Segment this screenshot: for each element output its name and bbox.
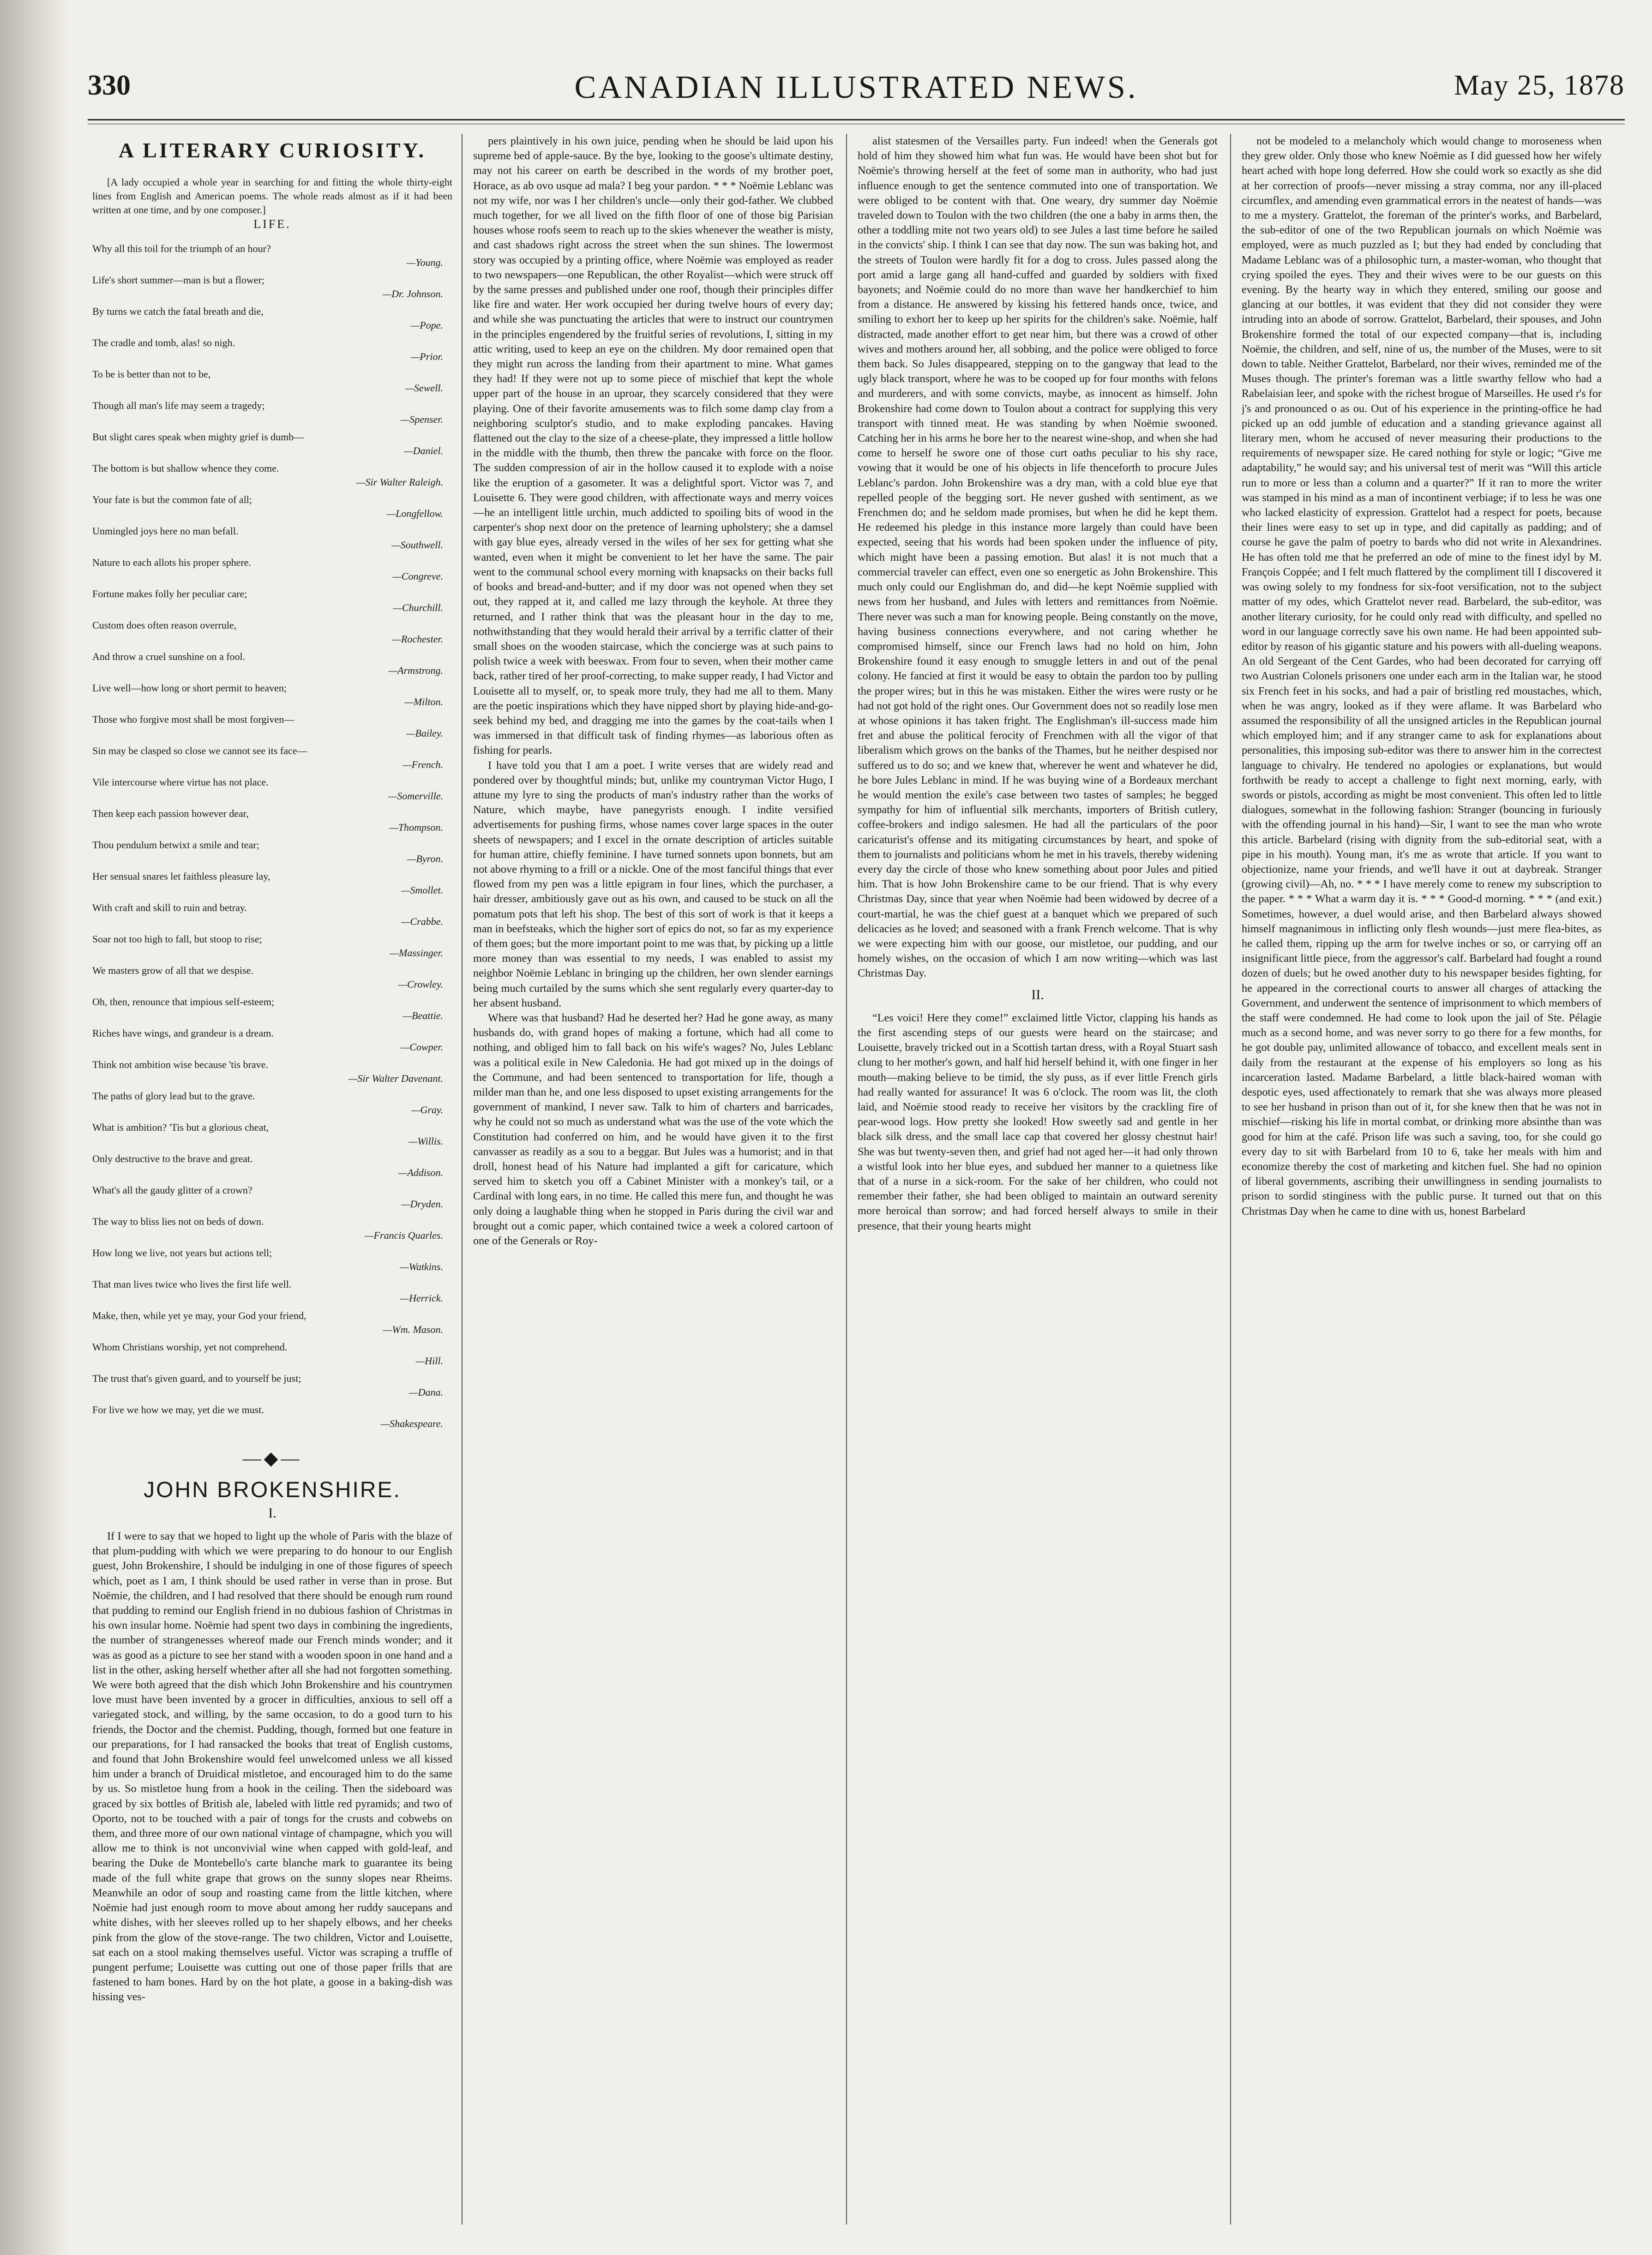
poem-author: —Sir Walter Davenant. bbox=[348, 1073, 443, 1085]
poem-author: —Congreve. bbox=[392, 570, 443, 582]
article-title-story: JOHN BROKENSHIRE. bbox=[144, 1477, 401, 1502]
poem-verse: The trust that's given guard, and to yourself be just; bbox=[92, 1373, 301, 1385]
poem-line bbox=[92, 932, 452, 960]
poem-verse: The cradle and tomb, alas! so nigh. bbox=[92, 337, 235, 349]
page-header bbox=[88, 69, 1625, 111]
poem-line bbox=[92, 838, 452, 866]
poem-author: —Smollet. bbox=[401, 884, 443, 896]
issue-date: May 25, 1878 bbox=[1454, 70, 1625, 101]
story-paragraph: Where was that husband? Had he deserted her? Had he gone away, as many husbands do, with grand hopes of making a fortune, which had all come to nothing, and obliged him to fall back on his wife's wages? No, Jules Leblanc was a political exile in New Caledonia. He had got mixed up in the doings of the Commune, and had been sentenced to transportation for life, though a milder man than he, and one less disposed to upset existing arrangements for the government of mankind, I never saw. Talk to him of charters and barricades, why he could not so much as understand what was the use of the vote which the Constitution had conferred on him, and he would have given it to the first canvasser as readily as a sou to a beggar. But Jules was a humorist; and in that droll, honest head of his Nature had implanted a gift for caricature, which served him to sketch you off a Cabinet Minister with a monkey's tail, or a Cardinal with long ears, in no time. He called this mere fun, and thought he was only doing a laughable thing when he stopped in Paris during the civil war and brought out a comic paper, which contained twice a week a colored cartoon of one of the Generals or Roy- bbox=[473, 1011, 833, 1247]
poem-verse: Make, then, while yet ye may, your God your friend, bbox=[92, 1310, 306, 1322]
poem-author: —Armstrong. bbox=[388, 665, 443, 677]
poem-author: —Thompson. bbox=[389, 822, 443, 834]
poem-author: —Cowper. bbox=[400, 1041, 443, 1053]
column-1 bbox=[92, 134, 452, 2220]
poem-author: —Crabbe. bbox=[401, 916, 443, 928]
poem-verse: Oh, then, renounce that impious self-esteem; bbox=[92, 996, 275, 1008]
poem-line bbox=[92, 1089, 452, 1117]
poem-author: —Pope. bbox=[410, 319, 443, 331]
page-number: 330 bbox=[88, 70, 131, 101]
poem-verse: Riches have wings, and grandeur is a dream. bbox=[92, 1027, 274, 1039]
poem-verse: Though all man's life may seem a tragedy; bbox=[92, 400, 265, 412]
article-title-curiosity: A LITERARY CURIOSITY. bbox=[118, 138, 427, 162]
poem-title: LIFE. bbox=[253, 217, 291, 231]
poem-verse: We masters grow of all that we despise. bbox=[92, 965, 253, 977]
poem-verse: Only destructive to the brave and great. bbox=[92, 1153, 253, 1165]
poem-verse: That man lives twice who lives the first life well. bbox=[92, 1278, 292, 1290]
part-number: I. bbox=[268, 1505, 276, 1521]
column-divider bbox=[462, 134, 463, 2225]
poem-verse: Unmingled joys here no man befall. bbox=[92, 525, 239, 537]
poem-line bbox=[92, 807, 452, 834]
curiosity-intro: [A lady occupied a whole year in searching for and fitting the whole thirty-eight lines from English and American poems. The whole reads almost as if it had been written at one time, and by one composer.] bbox=[92, 176, 452, 216]
poem-author: —Wm. Mason. bbox=[383, 1324, 443, 1336]
poem-verse: Why all this toil for the triumph of an hour? bbox=[92, 243, 271, 255]
poem-author: —Addison. bbox=[398, 1167, 443, 1179]
poem-author: —Somerville. bbox=[388, 790, 443, 802]
story-paragraph: alist statesmen of the Versailles party. Fun indeed! when the Generals got hold of him they showed him what fun was. He would have been shot but for Noëmie's throwing herself at the feet of some man in authority, who had just influence enough to get the sentence commuted into one of transportation. We were obliged to be content with that. One weary, dry summer day Noëmie traveled down to Toulon with the two children (the one a baby in arms then, the other a toddling mite not two years old) to see Jules a last time before he sailed in the convicts' ship. I think I can see that day now. The sun was baking hot, and the streets of Toulon were hardly fit for a dog to cross. Jules passed along the port amid a large gang all hand-cuffed and guarded by soldiers with fixed bayonets; and Noëmie could do no more than wave her handkerchief to him from a distance. He answered by kissing his fettered hands once, twice, and smiling to exhort her to keep up her spirits for the children's sake. Noëmie, half distracted, made another effort to get near him, but there was a crowd of other wives and mothers around her, all sobbing, and the police were obliged to force them back. So Jules disappeared, stepping on to the gangway that lead to the ugly black transport, where he was to be cooped up for four months with felons and murderers, and with some convicts, maybe, as innocent as himself. John Brokenshire had come down to Toulon about a contract for supplying this very transport with tinned meat. He was standing by when Noëmie swooned. Catching her in his arms he bore her to the nearest wine-shop, and when she had come to herself he swore one of those curt oaths peculiar to his shy race, vowing that it would be one of his objects in life thenceforth to procure Jules Leblanc's pardon. John Brokenshire was a dry man, with a cold blue eye that repelled people of the begging sort. He never gushed with sentiment, as we Frenchmen do; and he seldom made promises, but when he did he kept them. He redeemed his pledge in this instance more largely than could have been expected, seeing that his words had been spoken under the influence of pity, which might have been a passing emotion. But alas! it is not much that a commercial traveler can effect, even one so energetic as John Brokenshire. This much only could our Englishman do, and did—he kept Noëmie supplied with news from her husband, and Jules with letters and remittances from Noëmie. There never was such a man for knowing people. Being constantly on the move, having business connections everywhere, and not caring whether he compromised himself, since our French laws had no hold on him, John Brokenshire found it easy enough to smuggle letters in and out of the penal colony. He fancied at first it would be easy to obtain the pardon too by pulling the proper wires; but in this he was mistaken. Either the wires were rusty or he had not got hold of the right ones. Our Government does not so readily lose men at whose opinions it has taken fright. The Englishman's ill-success made him fret and abuse the political ferocity of Frenchmen with all the vigor of that liberalism which grows on the banks of the Thames, but he neither despised nor suffered us to do so; and we knew that, wherever he went and whatever he did, he bore Jules Leblanc in mind. If he was buying wine of a Bordeaux merchant he would mention the exile's case between two tastes of samples; he begged sympathy for him of influential silk merchants, importers of British cutlery, coffee-brokers and indigo salesmen. He had all the particulars of the poor caricaturist's offense and its mitigating circumstances by heart, and spoke of them to journalists and politicians whom he met in his travels, thereby widening every day the circle of those who knew something about poor Jules and pitied him. That is how John Brokenshire came to be our friend. That is why every Christmas Day, since that year when Noëmie had been widowed by decree of a court-martial, he was the chief guest at a banquet which we prepared of such delicacies as he loved; and seasoned with a frank French welcome. That is why we were expecting him with our goose, our mistletoe, our pudding, and our homely wishes, on the occasion of which I am now writing—which was last Christmas Day. bbox=[858, 135, 1218, 980]
poem-line bbox=[92, 1277, 452, 1305]
poem-verse: Her sensual snares let faithless pleasure lay, bbox=[92, 870, 270, 882]
poem-verse: And throw a cruel sunshine on a fool. bbox=[92, 651, 246, 663]
poem-line bbox=[92, 1403, 452, 1431]
poem-line bbox=[92, 556, 452, 583]
poem-verse: Fortune makes folly her peculiar care; bbox=[92, 588, 247, 600]
poem-author: —Churchill. bbox=[393, 602, 443, 614]
poem-verse: By turns we catch the fatal breath and die, bbox=[92, 306, 264, 318]
story-paragraph: pers plaintively in his own juice, pending when he should be laid upon his supreme bed of apple-sauce. By the bye, looking to the goose's ultimate destiny, may not his career on earth be described in the words of my brother poet, Horace, as ab ovo usque ad mala? I beg your pardon. * * * Noëmie Leblanc was not my wife, nor was I her children's uncle—only their god-father. We clubbed much together, for we all lived on the fifth floor of one of those big Parisian houses whose roofs seem to reach up to the skies whenever the weather is misty, and cast shadows right across the street when the sun shines. The lowermost story was occupied by a printing office, where Noëmie was employed as reader to two newspapers—one Republican, the other Royalist—which were struck off by the same presses and published under one roof, though their principles differ like fire and water. Her work occupied her during twelve hours of every day; and while she was punctuating the articles that were to instruct our countrymen in the principles engendered by the fruitful series of revolutions, I, sitting in my attic writing, used to keep an eye on the children. My door remained open that they might run across the landing from their apartment to mine. What games they had! If they were not up to some piece of mischief that kept the whole upper part of the house in an uproar, they scarcely considered that they were playing. One of their favorite amusements was to filch some damp clay from a neighboring sculptor's studio, and to make exploding pancakes. Having flattened out the clay to the size of a cheese-plate, they impressed a little hollow in the middle with the thumb, then threw the pancake with force on the floor. The sudden compression of air in the hollow caused it to explode with a noise like the eruption of a gasometer. It was a delightful sport. Victor was 7, and Louisette 6. They were good children, with affectionate ways and merry voices—he an intelligent little urchin, much addicted to spoiling bits of wood in the carpenter's shop next door on the pretence of learning upholstery; she a damsel with gay blue eyes, already versed in the wiles of her sex for getting what she wanted, even when it might be convenient to let her have the same. The pair went to the communal school every morning with knapsacks on their backs full of books and bread-and-butter; and if my door was not opened when they set out, they rapped at it, and called me lazy through the keyhole. At three they returned, and I rather think that was the pleasant hour in the day to me, nothwithstanding that they would herald their arrival by a terrific clatter of their small shoes on the wooden staircase, which the concierge was at such pains to polish twice a week with beeswax. From four to seven, when their mother came back, rather tired of her proof-correcting, to make supper ready, I had Victor and Louisette all to myself, or, to speak more truly, they had me all to them. Many are the poetic inspirations which they have nipped short by playing hide-and-go-seek behind my bed, and dragging me into the games by the coat-tails when I was immersed in that difficult task of finding rhymes—as laborious often as fishing for pearls. bbox=[473, 135, 833, 757]
poem-author: —Herrick. bbox=[400, 1292, 443, 1304]
poem-verse: Soar not too high to fall, but stoop to rise; bbox=[92, 933, 262, 945]
column-divider bbox=[1230, 134, 1231, 2225]
story-paragraph: I have told you that I am a poet. I write verses that are widely read and pondered over by thoughtful minds; but, unlike my countryman Victor Hugo, I attune my lyre to sing the products of man's industry rather than the works of Nature, which maybe, have panegyrists enough. I indite versified advertisements for pushing firms, whose names cover large spaces in the outer sheets of newspapers; and I excel in the ornate description of articles suitable for human attire, chiefly feminine. I have turned sonnets upon bonnets, but am not above rhyming to a frill or a nickle. One of the most fanciful things that ever flowed from my pen was a little epigram in four lines, which the purchaser, a hair dresser, ambitiously gave out as his own, and caused to be stuck on all the pomatum pots that left his shop. The best of this sort of work is that it keeps a man in beefsteaks, which the higher sort of epics do not, so far as my experience of them goes; but the more important point to me was that, by picking up a little more money than was essential to my needs, I was enabled to assist my neighbor Noëmie Leblanc in bringing up the children, her own slender earnings being much curtailed by the sums which she sent regularly every quarter-day to her absent husband. bbox=[473, 759, 833, 1009]
poem-author: —Milton. bbox=[404, 696, 443, 708]
poem-line bbox=[92, 1152, 452, 1180]
poem-line bbox=[92, 242, 452, 270]
column-4 bbox=[1242, 134, 1602, 2220]
poem-author: —Francis Quarles. bbox=[365, 1229, 443, 1241]
column-3 bbox=[858, 134, 1218, 2220]
poem-verse: Whom Christians worship, yet not comprehend. bbox=[92, 1341, 288, 1353]
poem-author: —Prior. bbox=[410, 351, 443, 363]
poem-verse: The bottom is but shallow whence they come. bbox=[92, 462, 279, 474]
poem-line bbox=[92, 1309, 452, 1337]
poem-author: —Bailey. bbox=[406, 727, 443, 739]
poem-verse: Life's short summer—man is but a flower; bbox=[92, 274, 265, 286]
poem-verse: For live we how we may, yet die we must. bbox=[92, 1404, 264, 1416]
poem-author: —Daniel. bbox=[404, 445, 443, 457]
poem-line bbox=[92, 618, 452, 646]
poem-author: —Watkins. bbox=[400, 1261, 443, 1273]
poem-line bbox=[92, 273, 452, 301]
poem-author: —Sir Walter Raleigh. bbox=[356, 476, 443, 488]
poem-verse: The way to bliss lies not on beds of down. bbox=[92, 1216, 264, 1228]
poem-line bbox=[92, 650, 452, 678]
poem-verse: To be is better than not to be, bbox=[92, 368, 211, 380]
poem-author: —Beattie. bbox=[402, 1010, 443, 1022]
poem-line bbox=[92, 964, 452, 991]
poem-verse: But slight cares speak when mighty grief is dumb— bbox=[92, 431, 304, 443]
poem-line bbox=[92, 1340, 452, 1368]
poem-line bbox=[92, 1058, 452, 1086]
story-paragraph: “Les voici! Here they come!” exclaimed little Victor, clapping his hands as the first ascending steps of our guests were heard on the staircase; and Louisette, bravely tricked out in a Scottish tartan dress, with a Royal Stuart sash clung to her mother's gown, and half hid herself behind it, with one finger in her mouth—making believe to be timid, the sly puss, as if ever little French girls had really wanted for assurance! It was 6 o'clock. The room was lit, the cloth laid, and Noëmie stood ready to receive her visitors by the crackling fire of pear-wood logs. How pretty she looked! How sweetly sad and gentle in her black silk dress, and the small lace cap that covered her glossy chestnut hair! She was but twenty-seven then, and grief had not aged her—it had only thrown a wistful look into her blue eyes, and subdued her manner to a quietness like that of a nurse in a sick-room. For the sake of her children, who could not remember their father, she had been obliged to maintain an outward serenity more heroical than sorrow; and had forced herself always to smile in their presence, that their young hearts might bbox=[858, 1011, 1218, 1232]
poem-verse: Sin may be clasped so close we cannot see its face— bbox=[92, 745, 307, 757]
poem-author: —Rochester. bbox=[392, 633, 443, 645]
poem-author: —Byron. bbox=[407, 853, 443, 865]
poem-author: —Gray. bbox=[411, 1104, 443, 1116]
poem-line bbox=[92, 462, 452, 489]
part-number: II. bbox=[1031, 987, 1044, 1002]
poem-line bbox=[92, 1026, 452, 1054]
poem-verse: Thou pendulum betwixt a smile and tear; bbox=[92, 839, 259, 851]
poem-author: —Dryden. bbox=[401, 1198, 443, 1210]
binding-shadow bbox=[0, 0, 69, 2255]
poem-line bbox=[92, 995, 452, 1023]
poem-verse: Vile intercourse where virtue has not place. bbox=[92, 776, 269, 788]
poem-line bbox=[92, 1246, 452, 1274]
poem-verse: What's all the gaudy glitter of a crown? bbox=[92, 1184, 252, 1196]
poem-author: —Massinger. bbox=[390, 947, 443, 959]
masthead: CANADIAN ILLUSTRATED NEWS. bbox=[574, 70, 1138, 105]
poem-author: —Dana. bbox=[409, 1386, 443, 1398]
poem-author: —Crowley. bbox=[398, 978, 443, 990]
poem-verse: How long we live, not years but actions tell; bbox=[92, 1247, 272, 1259]
poem-line bbox=[92, 1121, 452, 1148]
poem-line bbox=[92, 587, 452, 615]
poem-author: —Spenser. bbox=[400, 414, 443, 426]
poem-author: —French. bbox=[402, 759, 443, 771]
poem-verse: The paths of glory lead but to the grave. bbox=[92, 1090, 255, 1102]
poem-line bbox=[92, 524, 452, 552]
poem-line bbox=[92, 713, 452, 740]
poem bbox=[92, 242, 452, 1431]
poem-verse: With craft and skill to ruin and betray. bbox=[92, 902, 247, 914]
poem-author: —Sewell. bbox=[405, 382, 443, 394]
poem-line bbox=[92, 775, 452, 803]
story-paragraph: not be modeled to a melancholy which would change to moroseness when they grew older. Only those who knew Noëmie as I did guessed how her wifely heart ached with hope long deferred. How she could work so exactly as she did at her correction of proofs—never missing a stray comma, nor any ill-placed circumflex, and amending even grammatical errors in the neatest of hands—was to me a mystery. Grattelot, the foreman of the printer's works, and Barbelard, the sub-editor of one of the two Republican journals on which Noëmie was employed, were as much puzzled as I; but they had ended by concluding that Madame Leblanc was of a philosophic turn, a master-woman, who thought that crying spoiled the eyes. They and their wives were to be our guests on this evening. By the hearty way in which they entered, smiling our goose and glancing at our bottles, it was evident that they did not consider they were intruding into an abode of sorrow. Grattelot, Barbelard, their spouses, and John Brokenshire formed the total of our expected company—that is, including Noëmie, the children, and self, nine of us, the number of the Muses, were to sit down to table. Neither Grattelot, Barbelard, nor their wives, reminded me of the Muses though. The printer's foreman was a little swarthy fellow who had a Rabelaisian leer, and spoke with the richest brogue of Marseilles. He used r's for j's and pronounced o as ou. Out of his experience in the printing-office he had picked up an odd jumble of education and a standing grievance against all literary men, whom he accused of never measuring their productions to the requirements of newspaper size. He cared nothing for style or logic; “Give me adaptability,” he would say; and his universal test of merit was “Will this article run to more or less than a column and a quarter?” If it ran to more the writer was stamped in his mind as a man of incontinent verbiage; if to less he was one who lacked elasticity of expression. Grattelot had a respect for poets, because their lines were easy to set up in type, and did capitally as padding; and of course he gave the palm of poetry to bards who did not write in Alexandrines. He has often told me that he preferred an ode of mine to the finest idyl by M. François Coppée; and I felt much flattered by the compliment till I discovered it was owing solely to my fondness for six-foot versification, not to the subject matter of my odes, which Grattelot never read. Barbelard, the sub-editor, was another literary curiosity, for he could only read with difficulty, and spelled no word in our language correctly save his own name. He had been appointed sub-editor by reason of his gigantic stature and his powers with all-dueling weapons. An old Sergeant of the Cent Gardes, who had been decorated for carrying off two Austrian Colonels prisoners one under each arm in the Italian war, he stood six French feet in his socks, and had a pair of bristling red moustaches, which, when he was angry, looked as if they were aflame. It was Barbelard who assumed the responsibility of all the unsigned articles in the Republican journal which employed him; and if any stranger came to ask for explanations about personalities, this imposing sub-editor was there to answer him in the correctest language to chivalry. He tendered no apologies or explanations, but would forthwith be ready to accept a challenge to fight next morning, early, with swords or pistols, according as might be most convenient. This often led to little dialogues, somewhat in the following fashion: Stranger (bouncing in furiously with the offending journal in his hand)—Sir, I want to see the man who wrote this article. Barbelard (rising with dignity from the sub-editorial seat, with a pipe in his mouth). Young man, it's me as wrote that article. If you want to objectionize, name your friends, and we'll have it out at daybreak. Stranger (growing civil)—Ah, no. * * * I have merely come to renew my subscription to the paper. * * * What a warm day it is. * * * Good-d morning. * * * (and exit.) Sometimes, however, a duel would arise, and then Barbelard always showed himself magnanimous in inflicting only flesh wounds—just mere flea-bites, as he called them, ripping up the arm for twelve inches or so, or carrying off an insignificant little piece, from the aggressor's calf. Barbelard had fought a round dozen of duels; but he owed another duty to his newspaper besides fighting, for he appeared in the correctional courts to answer all charges of attacking the Government, and underwent the sentence of imprisonment to which members of the staff were condemned. He had come to look upon the jail of Ste. Pélagie much as a second home, and was never sorry to go there for a few months, for he got double pay, unlimited allowance of tobacco, and excellent meals sent in daily from the restaurant at the expense of his employers so long as his incarceration lasted. Madame Barbelard, a little black-haired woman with despotic eyes, used affectionately to remark that she was always more pleased to see her husband in prison than out of it, for she knew then that he was not in mischief—risking his life in mortal combat, or drinking more absinthe than was good for him at the café. Prison life was such a saving, too, for she could go every day to sit with Barbelard from 10 to 6, take her meals with him and economize thereby the cost of marketing and kitchen fuel. She had no opinion of liberal governments, ascribing their unwillingness in sending journalists to prison to sordid stinginess with the public purse. It turned out that on this Christmas Day when he came to dine with us, honest Barbelard bbox=[1242, 135, 1602, 1217]
poem-author: —Young. bbox=[406, 257, 443, 269]
poem-line bbox=[92, 744, 452, 772]
poem-verse: Custom does often reason overrule, bbox=[92, 619, 237, 631]
poem-line bbox=[92, 399, 452, 426]
poem-verse: Then keep each passion however dear, bbox=[92, 808, 249, 820]
poem-author: —Dr. Johnson. bbox=[382, 288, 443, 300]
poem-line bbox=[92, 1215, 452, 1242]
poem-verse: What is ambition? 'Tis but a glorious cheat, bbox=[92, 1122, 269, 1133]
column-divider bbox=[846, 134, 847, 2225]
poem-line bbox=[92, 681, 452, 709]
poem-line bbox=[92, 901, 452, 929]
poem-line bbox=[92, 367, 452, 395]
poem-verse: Your fate is but the common fate of all; bbox=[92, 494, 252, 506]
poem-author: —Willis. bbox=[408, 1135, 443, 1147]
poem-line bbox=[92, 1183, 452, 1211]
poem-line bbox=[92, 336, 452, 364]
story-paragraph: If I were to say that we hoped to light up the whole of Paris with the blaze of that plum-pudding with which we were preparing to do honour to our English guest, John Brokenshire, I should be indulging in one of those figures of speech which, poet as I am, I think should be used rather in verse than in prose. But Noëmie, the children, and I had resolved that there should be enough rum round that pudding to remind our English friend in no dubious fashion of Christmas in his own insular home. Noëmie had spent two days in combining the ingredients, the number of strangenesses whereof made our French minds wonder; and it was as good as a picture to see her stand with a wooden spoon in one hand and a list in the other, asking herself whether after all she had not forgotten something. We were both agreed that the dish which John Brokenshire and his countrymen love must have been invented by a grocer in difficulties, anxious to sell off a variegated stock, and willing, by the same occasion, to do a good turn to his friends, the Doctor and the chemist. Pudding, though, formed but one feature in our preparations, for I had ransacked the books that treat of English customs, and found that John Brokenshire would feel unwelcomed unless we all kissed him under a branch of Druidical mistletoe, and encouraged him to do the same by us. So mistletoe hung from a hook in the ceiling. Then the sideboard was graced by six bottles of British ale, labeled with little red pyramids; and two of Oporto, not to be touched with a pair of tongs for the crusts and cobwebs on them, and three more of our own national vintage of champagne, which you will allow me to think is not unconvivial wine when capped with gold-leaf, and bearing the Duke de Montebello's carte blanche mark to guarantee its being made of the full white grape that grows on the sunny slopes near Rheims. Meanwhile an odor of soup and roasting came from the little kitchen, where Noëmie had just enough room to move about among her ruddy saucepans and white dishes, with her sleeves rolled up to her shapely elbows, and her cheeks pink from the glow of the stove-range. The two children, Victor and Louisette, sat each on a stool making themselves useful. Victor was scraping a truffle of pungent perfume; Louisette was cutting out one of those paper frills that are fastened to ham bones. Hard by on the hot plate, a goose in a baking-dish was hissing ves- bbox=[92, 1530, 452, 2003]
poem-verse: Those who forgive most shall be most forgiven— bbox=[92, 714, 294, 726]
poem-line bbox=[92, 430, 452, 458]
poem-author: —Longfellow. bbox=[386, 508, 443, 520]
poem-line bbox=[92, 305, 452, 332]
poem-line bbox=[92, 493, 452, 521]
poem-verse: Nature to each allots his proper sphere. bbox=[92, 557, 251, 569]
poem-verse: Live well—how long or short permit to heaven; bbox=[92, 682, 287, 694]
column-2 bbox=[473, 134, 833, 2220]
header-rule bbox=[88, 119, 1625, 120]
poem-author: —Southwell. bbox=[391, 539, 443, 551]
section-ornament: —◆— bbox=[242, 1448, 302, 1469]
poem-verse: Think not ambition wise because 'tis brave. bbox=[92, 1059, 268, 1071]
poem-author: —Hill. bbox=[415, 1355, 443, 1367]
poem-line bbox=[92, 1372, 452, 1399]
poem-author: —Shakespeare. bbox=[380, 1418, 443, 1430]
poem-line bbox=[92, 870, 452, 897]
